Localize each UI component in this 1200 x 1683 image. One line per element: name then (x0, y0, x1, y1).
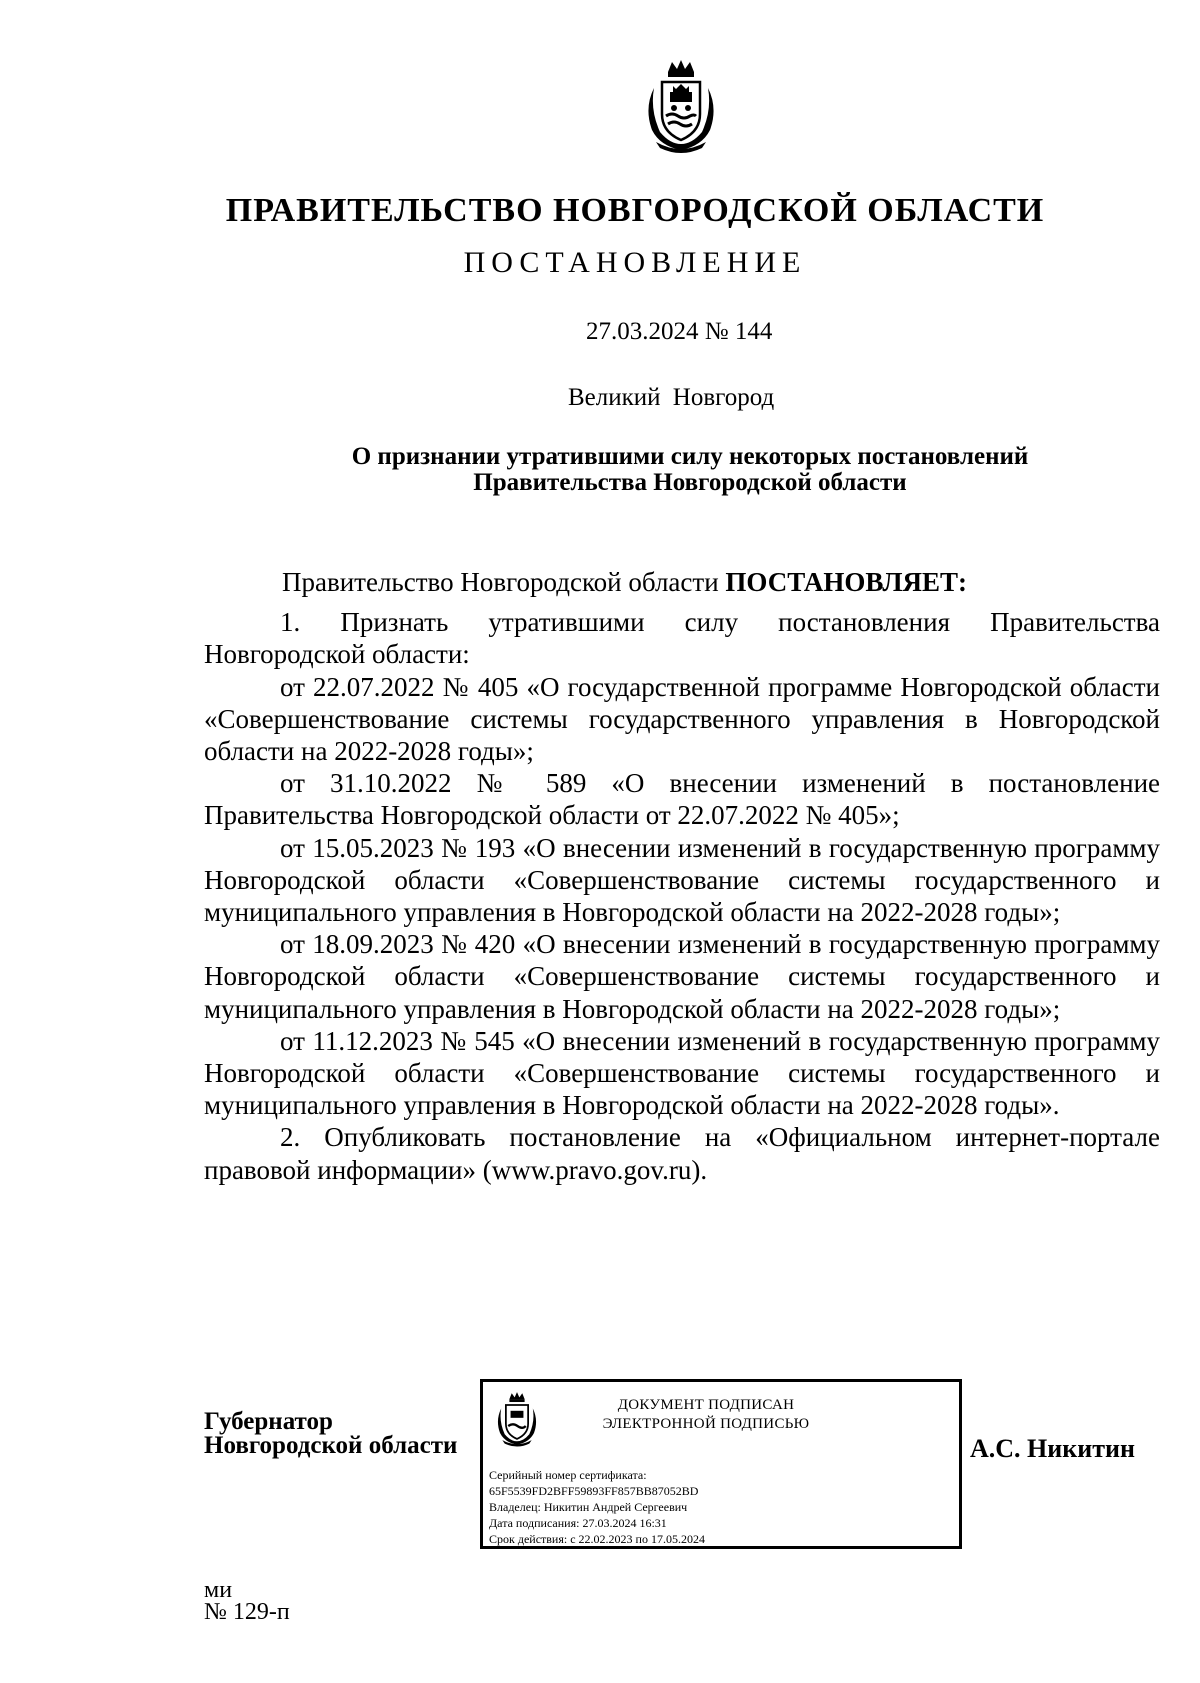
signer-title (204, 1410, 457, 1458)
document-body (204, 566, 1160, 1186)
stamp-details (489, 1467, 705, 1547)
stamp-signed-date: Дата подписания: 27.03.2024 16:31 (489, 1516, 667, 1530)
body-paragraph: от 22.07.2022 № 405 «О государственной программе Новгородской области «Совершенствование системы государственного управления в Новгородской области на 2022-2028 годы»; (204, 671, 1160, 767)
document-subject (290, 444, 1090, 496)
stamp-cert-label: Серийный номер сертификата: (489, 1468, 647, 1482)
signer-name: А.С. Никитин (970, 1434, 1135, 1463)
body-paragraph: от 11.12.2023 № 545 «О внесении изменений в государственную программу Новгородской области «Совершенствование системы государственного и муниципального управления в Новгородской области на 2022-2028 годы». (204, 1025, 1160, 1121)
document-date-number: 27.03.2024 № 144 (586, 318, 773, 345)
lead-text: Правительство Новгородской области (282, 567, 726, 597)
body-paragraph: 2. Опубликовать постановление на «Официальном интернет-портале правовой информации» (www.pravo.gov.ru). (204, 1122, 1160, 1185)
body-paragraph: 1. Признать утратившими силу постановления Правительства Новгородской области: (204, 607, 1160, 670)
signer-title-line-1: Губернатор (204, 1408, 333, 1435)
stamp-heading-line-1: ДОКУМЕНТ ПОДПИСАН (617, 1397, 795, 1413)
registration-note (204, 1579, 290, 1623)
note-number: № 129-п (204, 1599, 290, 1625)
stamp-heading (547, 1396, 865, 1434)
body-paragraph: от 15.05.2023 № 193 «О внесении изменений в государственную программу Новгородской области «Совершенствование системы государственного и муниципального управления в Новгородской области на 2022-2028 годы»; (204, 832, 1160, 928)
body-paragraph: от 18.09.2023 № 420 «О внесении изменений в государственную программу Новгородской области «Совершенствование системы государственного и муниципального управления в Новгородской области на 2022-2028 годы»; (204, 929, 1160, 1024)
stamp-owner: Владелец: Никитин Андрей Сергеевич (489, 1500, 688, 1514)
body-paragraph: от 31.10.2022 № 589 «О внесении изменений в постановление Правительства Новгородской области от 22.07.2022 № 405»; (204, 768, 1160, 831)
document-kind: ПОСТАНОВЛЕНИЕ (463, 246, 807, 279)
lead-verb: ПОСТАНОВЛЯЕТ: (725, 567, 967, 597)
body-lead (204, 566, 1160, 598)
stamp-validity: Срок действия: с 22.02.2023 по 17.05.2024 (489, 1532, 705, 1546)
signer-title-line-2: Новгородской области (204, 1432, 458, 1459)
organization-name: ПРАВИТЕЛЬСТВО НОВГОРОДСКОЙ ОБЛАСТИ (225, 192, 1045, 229)
subject-line-1: О признании утратившими силу некоторых постановлений (351, 443, 1029, 470)
coat-of-arms-icon (640, 58, 722, 154)
stamp-coat-of-arms-icon (493, 1390, 541, 1448)
stamp-cert-serial: 65F5539FD2BFF59893FF857BB87052BD (489, 1484, 699, 1498)
subject-line-2: Правительства Новгородской области (473, 469, 907, 496)
document-city: Великий Новгород (568, 384, 775, 411)
stamp-heading-line-2: ЭЛЕКТРОННОЙ ПОДПИСЬЮ (602, 1416, 810, 1432)
electronic-signature-stamp (480, 1379, 962, 1549)
note-initials: ми (204, 1577, 233, 1603)
